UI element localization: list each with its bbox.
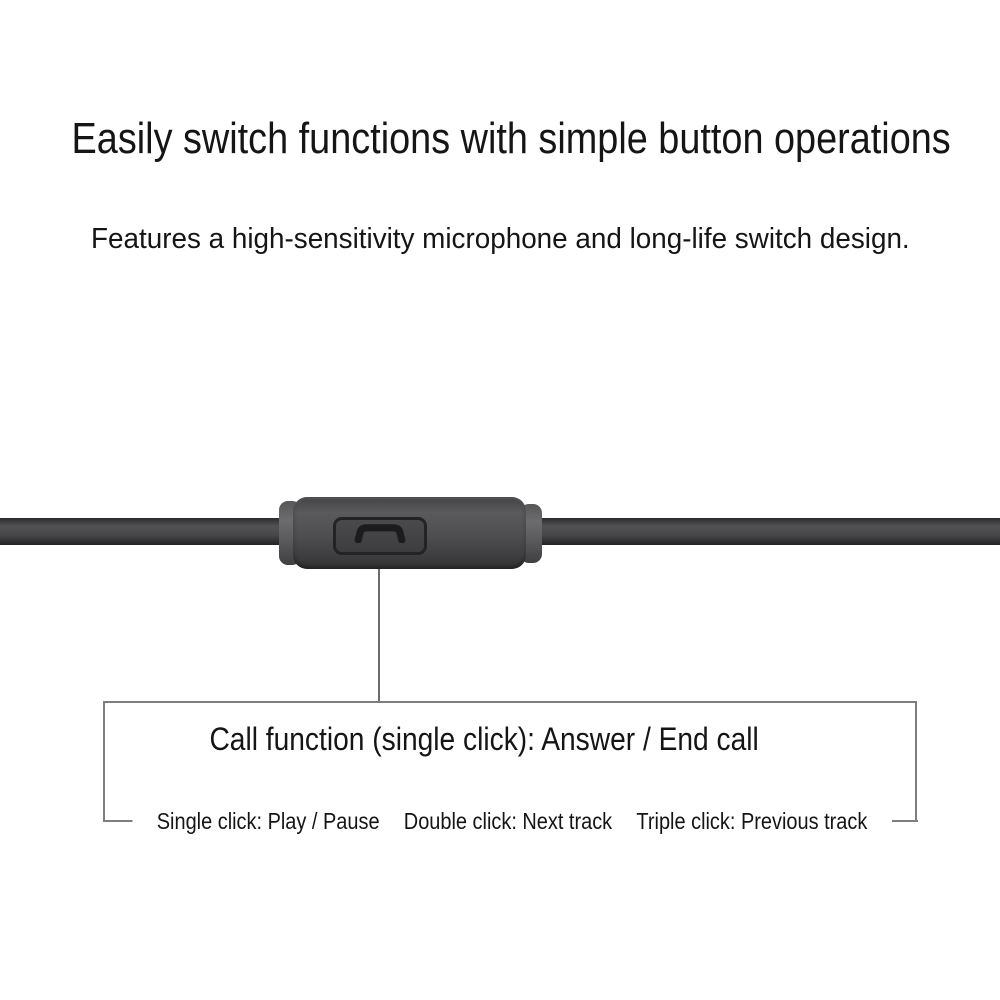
headline — [0, 114, 1000, 164]
remote-call-button — [333, 517, 427, 555]
subheadline — [0, 221, 1000, 257]
callout-title — [105, 719, 915, 759]
border-dash-left — [103, 820, 132, 822]
callout-label-previous-track: Triple click: Previous track — [636, 807, 868, 834]
phone-handset-icon — [352, 524, 408, 548]
callout-box — [103, 701, 917, 834]
subheadline-text: Features a high-sensitivity microphone and long-life switch design. — [90, 223, 910, 255]
callout-title-text: Call function (single click): Answer / End call — [209, 721, 759, 757]
border-dash-right — [892, 820, 918, 822]
callout-pointer-line — [378, 560, 380, 702]
callout-label-next-track: Double click: Next track — [403, 807, 613, 834]
callout-label-play-pause: Single click: Play / Pause — [156, 807, 380, 834]
headline-text: Easily switch functions with simple button operations — [71, 114, 951, 163]
callout-bottom-row — [103, 805, 918, 837]
